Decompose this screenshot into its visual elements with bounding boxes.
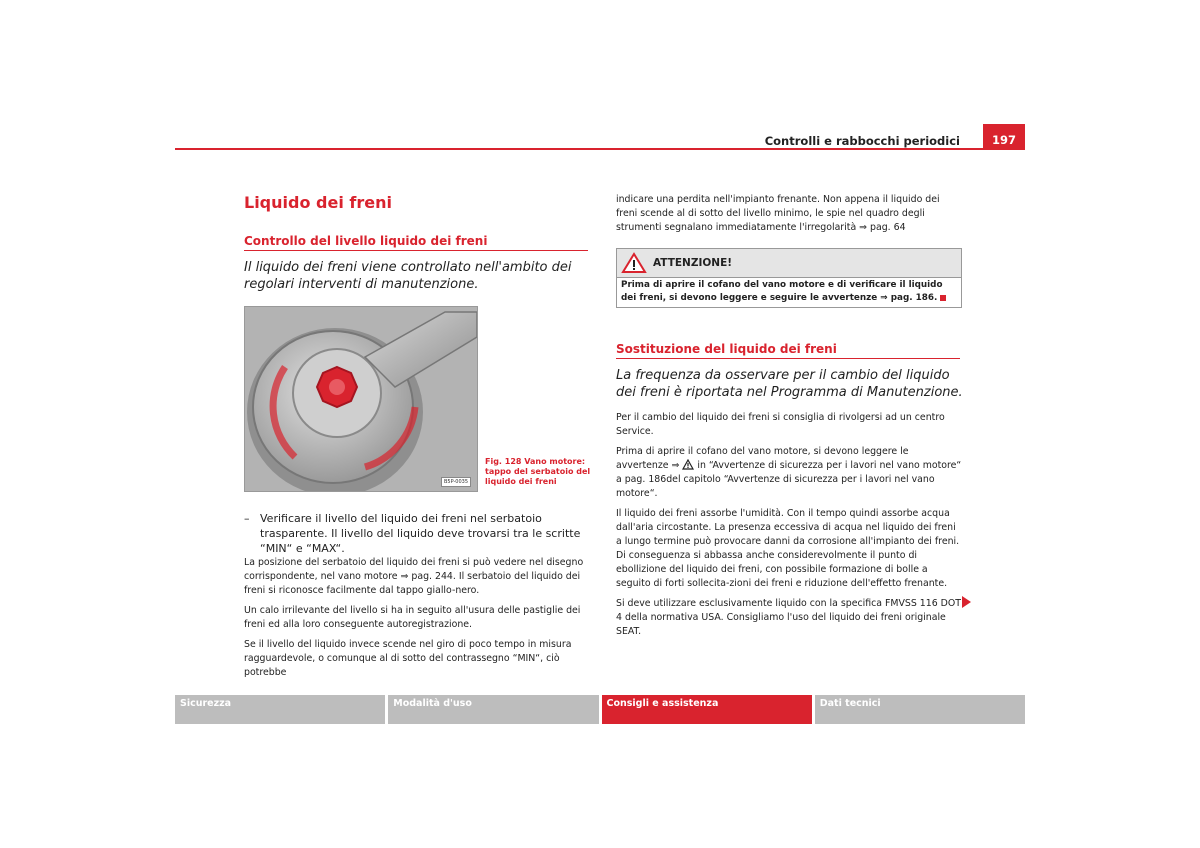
paragraph: Un calo irrilevante del livello si ha in seguito all'usura delle pastiglie dei freni ed alla loro conseguente autoregistrazione. [244,605,581,630]
continuation-text: indicare una perdita nell'impianto frenante. Non appena il liquido dei freni scende al di sotto del livello minimo, le spie nel quadro degli strumenti segnalano immediatamente l'irregolarità ⇒ pag. 64 [616,194,940,233]
warning-header [617,249,961,278]
lead-text-replace: La frequenza da osservare per il cambio del liquido dei freni è riportata nel Programma di Manutenzione. [616,368,963,400]
instruction-bullet [244,511,594,556]
subsection-title-check: Controllo del livello liquido dei freni [244,234,588,251]
reference-arrow: ⇒ [671,460,680,471]
tab-modalita-uso[interactable]: Modalità d'uso [388,695,598,724]
chapter-nav [175,695,1025,724]
lead-text-check: Il liquido dei freni viene controllato nell'ambito dei regolari interventi di manutenzione. [244,260,572,292]
right-body-text [616,411,962,645]
warning-title: ATTENZIONE! [653,257,733,269]
paragraph-part: in “Avvertenze di sicurezza per i lavori nel vano motore“ a pag. 186del capitolo “Avvertenze di sicurezza per i lavori nel vano motore“. [616,460,962,499]
page-number: 197 [983,124,1025,149]
section-title: Liquido dei freni [244,193,392,212]
end-marker-icon [940,295,946,301]
brake-fluid-cap-figure [244,306,478,492]
paragraph: La posizione del serbatoio del liquido dei freni si può vedere nel disegno corrispondente, nel vano motore ⇒ pag. 244. Il serbatoio del liquido dei freni si riconosce facilmente dal tappo giallo-nero. [244,557,584,596]
tab-dati-tecnici[interactable]: Dati tecnici [815,695,1025,724]
tab-consigli-assistenza[interactable]: Consigli e assistenza [602,695,812,724]
brake-fluid-cap-illustration [245,307,477,491]
warning-triangle-icon [682,459,694,470]
paragraph [616,445,962,501]
paragraph-part: Prima di aprire il cofano del vano motore, si devono leggere le avvertenze [616,446,909,471]
left-body-text [244,556,590,686]
warning-triangle-icon [621,252,647,274]
running-title: Controlli e rabbocchi periodici [764,134,960,148]
next-page-arrow-icon[interactable] [962,596,971,608]
paragraph: Per il cambio del liquido dei freni si consiglia di rivolgersi ad un centro Service. [616,412,945,437]
paragraph: Si deve utilizzare esclusivamente liquido con la specifica FMVSS 116 DOT 4 della normativa USA. Consigliamo l'uso del liquido dei freni originale SEAT. [616,598,962,637]
bullet-dash: – [244,512,250,525]
subsection-title-replace: Sostituzione del liquido dei freni [616,342,960,359]
header-rule [175,148,1025,150]
figure-caption: Fig. 128 Vano motore: tappo del serbatoio del liquido dei freni [485,457,591,486]
warning-box [616,248,962,308]
paragraph: Se il livello del liquido invece scende nel giro di poco tempo in misura ragguardevole, o comunque al di sotto del contrassegno “MIN“, ciò potrebbe [244,639,572,678]
paragraph: Il liquido dei freni assorbe l'umidità. Con il tempo quindi assorbe acqua dall'aria circostante. La presenza eccessiva di acqua nel liquido dei freni a lungo termine può provocare danni da corrosione all'impianto dei freni. Di conseguenza si abbassa anche considerevolmente il punto di ebollizione del liquido dei freni, con possibile formazione di bolle a seguito di forti sollecita-zioni dei freni e riduzione dell'effetto frenante. [616,508,960,589]
warning-body [617,278,961,306]
warning-text: Prima di aprire il cofano del vano motore e di verificare il liquido dei freni, si devono leggere e seguire le avvertenze ⇒ pag. 186. [621,280,943,303]
tab-sicurezza[interactable]: Sicurezza [175,695,385,724]
figure-code: B5P-0035 [441,477,471,487]
bullet-text: Verificare il livello del liquido dei freni nel serbatoio trasparente. Il livello del liquido deve trovarsi tra le scritte “MIN“ e “MAX“. [260,512,581,555]
